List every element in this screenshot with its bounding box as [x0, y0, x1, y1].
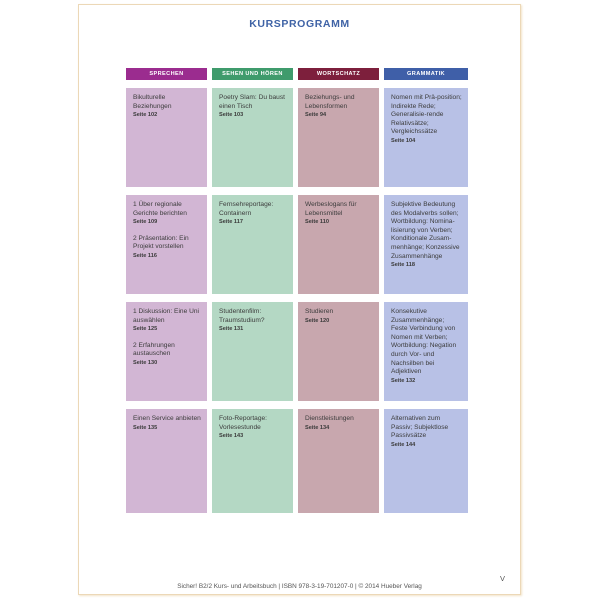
cell-text: Alternativen zum Passiv; Subjektlose Passivsätze — [391, 415, 449, 440]
cell-text: 2 Erfahrungen austauschen — [133, 341, 175, 358]
cell-text: 1 Diskussion: Eine Uni auswählen — [133, 308, 199, 324]
cell-text: Studieren — [305, 308, 334, 315]
page-reference: Seite 120 — [305, 317, 330, 324]
page-reference: Seite 109 — [133, 219, 158, 226]
cell-text: Beziehungs- und Lebensformen — [305, 94, 355, 110]
cell-text: Subjektive Bedeutung des Modalverbs sollen; Wortbildung: Nomina-lisierung von Verben; Konditionale Zusam-menhänge; Konzessive Zusammenhänge — [391, 201, 460, 260]
cell-row3-sprechen — [126, 302, 207, 401]
page-reference: Seite 118 — [391, 262, 415, 269]
cell-row4-grammatik — [384, 409, 468, 513]
footer-imprint: Sicher! B2/2 Kurs- und Arbeitsbuch | ISBN 978-3-19-701207-0 | © 2014 Hueber Verlag — [177, 583, 422, 590]
cell-text: Fernsehreportage: Containern — [219, 201, 274, 217]
cell-row3-sehen-und-hoeren — [212, 302, 293, 401]
page-reference: Seite 144 — [391, 441, 416, 448]
cell-text: Foto-Reportage: Vorlesestunde — [219, 415, 268, 431]
cell-row4-wortschatz — [298, 409, 379, 513]
page-reference: Seite 102 — [133, 112, 158, 119]
page-reference: Seite 103 — [219, 112, 244, 119]
column-header-wortschatz: WORTSCHATZ — [298, 68, 379, 80]
cell-text: 1 Über regionale Gerichte berichten — [133, 201, 187, 217]
page-number: V — [499, 574, 505, 583]
cell-row1-grammatik — [384, 88, 468, 187]
page-reference: Seite 134 — [305, 424, 330, 431]
document-page — [78, 4, 521, 595]
cell-text: Studentenfilm: Traumstudium? — [219, 308, 265, 324]
column-header-sprechen: SPRECHEN — [126, 68, 207, 80]
page-reference: Seite 131 — [219, 326, 244, 333]
cell-row1-sehen-und-hoeren — [212, 88, 293, 187]
page-reference: Seite 94 — [305, 112, 327, 119]
cell-text: Poetry Slam: Du baust einen Tisch — [219, 94, 285, 110]
cell-row3-grammatik — [384, 302, 468, 401]
page-title: KURSPROGRAMM — [249, 18, 350, 30]
cell-row1-sprechen — [126, 88, 207, 187]
page-reference: Seite 135 — [133, 424, 158, 431]
cell-row1-wortschatz — [298, 88, 379, 187]
course-program-grid — [126, 68, 468, 513]
column-header-grammatik: GRAMMATIK — [384, 68, 468, 80]
cell-text: Werbeslogans für Lebensmittel — [305, 201, 357, 217]
cell-text: 2 Präsentation: Ein Projekt vorstellen — [133, 234, 189, 251]
page-reference: Seite 104 — [391, 137, 416, 144]
cell-row2-grammatik — [384, 195, 468, 294]
cell-row4-sprechen — [126, 409, 207, 513]
column-header-sehen-und-hoeren: SEHEN UND HÖREN — [212, 68, 293, 80]
cell-row2-wortschatz — [298, 195, 379, 294]
cell-row2-sprechen — [126, 195, 207, 294]
cell-text: Einen Service anbieten — [133, 415, 201, 422]
cell-text: Konsekutive Zusammenhänge; Feste Verbindung von Nomen mit Verben; Wortbildung: Negation durch Vor- und Nachsilben bei Adjektiven — [391, 308, 457, 376]
cell-text: Bikulturelle Beziehungen — [133, 94, 172, 110]
page-reference: Seite 110 — [305, 219, 329, 226]
page-reference: Seite 143 — [219, 433, 244, 440]
cell-text: Nomen mit Prä-position; Indirekte Rede; Generalisie-rende Relativsätze; Vergleichssätze — [391, 94, 462, 136]
page-reference: Seite 132 — [391, 377, 416, 384]
page-reference: Seite 116 — [133, 252, 157, 259]
page-reference: Seite 125 — [133, 326, 158, 333]
page-reference: Seite 117 — [219, 219, 243, 226]
cell-row2-sehen-und-hoeren — [212, 195, 293, 294]
cell-text: Dienstleistungen — [305, 415, 354, 422]
page-reference: Seite 130 — [133, 359, 158, 366]
cell-row3-wortschatz — [298, 302, 379, 401]
cell-row4-sehen-und-hoeren — [212, 409, 293, 513]
